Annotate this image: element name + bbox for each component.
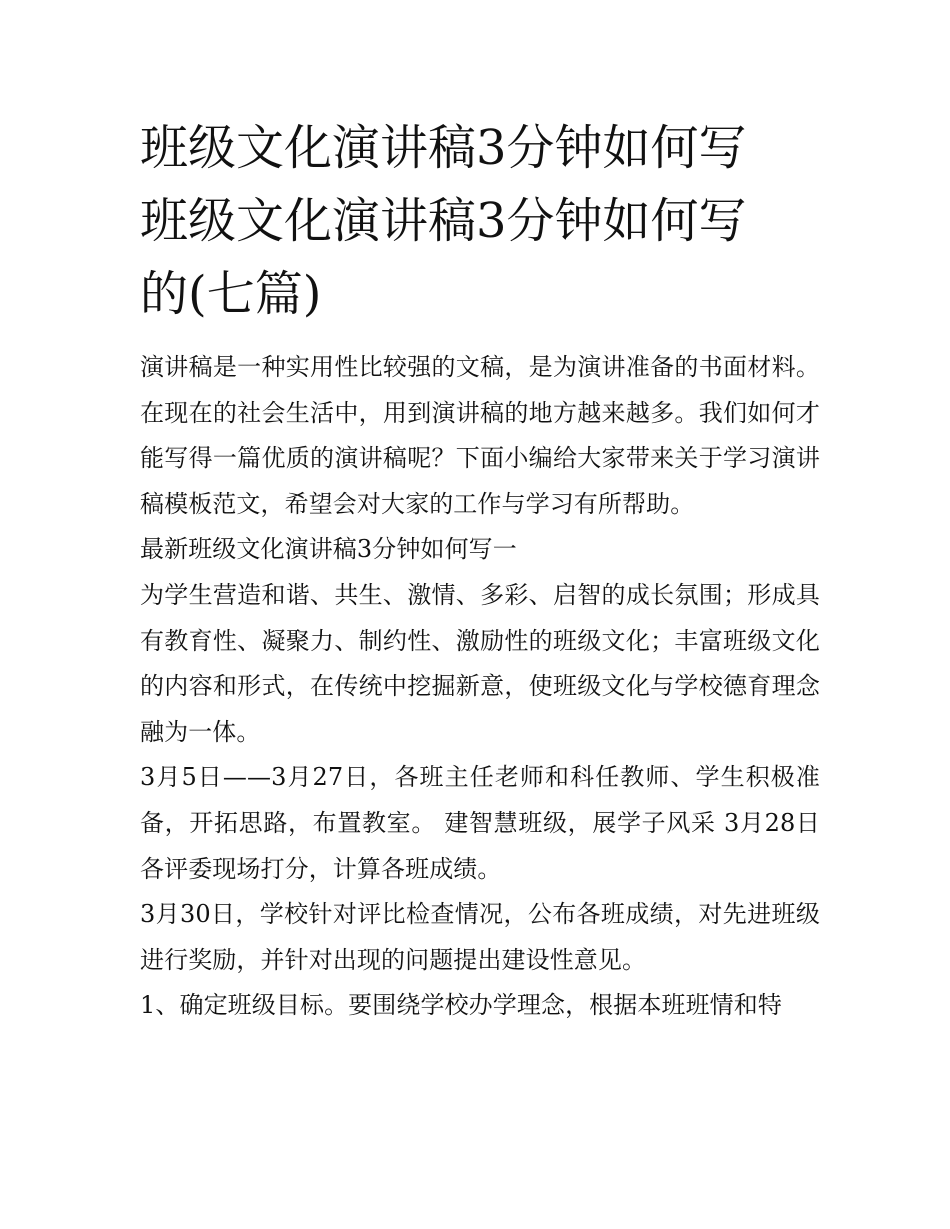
section-heading: 最新班级文化演讲稿3分钟如何写一: [140, 535, 517, 564]
document-content: [140, 112, 820, 1029]
intro-paragraph: 演讲稿是一种实用性比较强的文稿，是为演讲准备的书面材料。在现在的社会生活中，用到演讲稿的地方越来越多。我们如何才能写得一篇优质的演讲稿呢？下面小编给大家带来关于学习演讲稿模板范文，希望会对大家的工作与学习有所帮助。: [140, 353, 820, 518]
body-paragraph-item-1: 1、确定班级目标。要围绕学校办学理念，根据本班班情和特: [140, 991, 782, 1020]
title-line-2: 班级文化演讲稿3分钟如何写: [140, 193, 747, 249]
body-paragraph-goals: 为学生营造和谐、共生、激情、多彩、启智的成长氛围；形成具有教育性、凝聚力、制约性、激励性的班级文化；丰富班级文化的内容和形式，在传统中挖掘新意，使班级文化与学校德育理念融为一体。: [140, 580, 820, 746]
title-line-1: 班级文化演讲稿3分钟如何写: [140, 120, 747, 176]
title-line-3: 的(七篇): [140, 266, 322, 322]
document-title: [140, 112, 820, 331]
body-paragraph-schedule: 3月5日——3月27日，各班主任老师和科任教师、学生积极准备，开拓思路，布置教室。 建智慧班级，展学子风采 3月28日各评委现场打分，计算各班成绩。: [140, 763, 820, 883]
body-paragraph-results: 3月30日，学校针对评比检查情况，公布各班成绩，对先进班级进行奖励，并针对出现的问题提出建设性意见。: [140, 900, 820, 974]
